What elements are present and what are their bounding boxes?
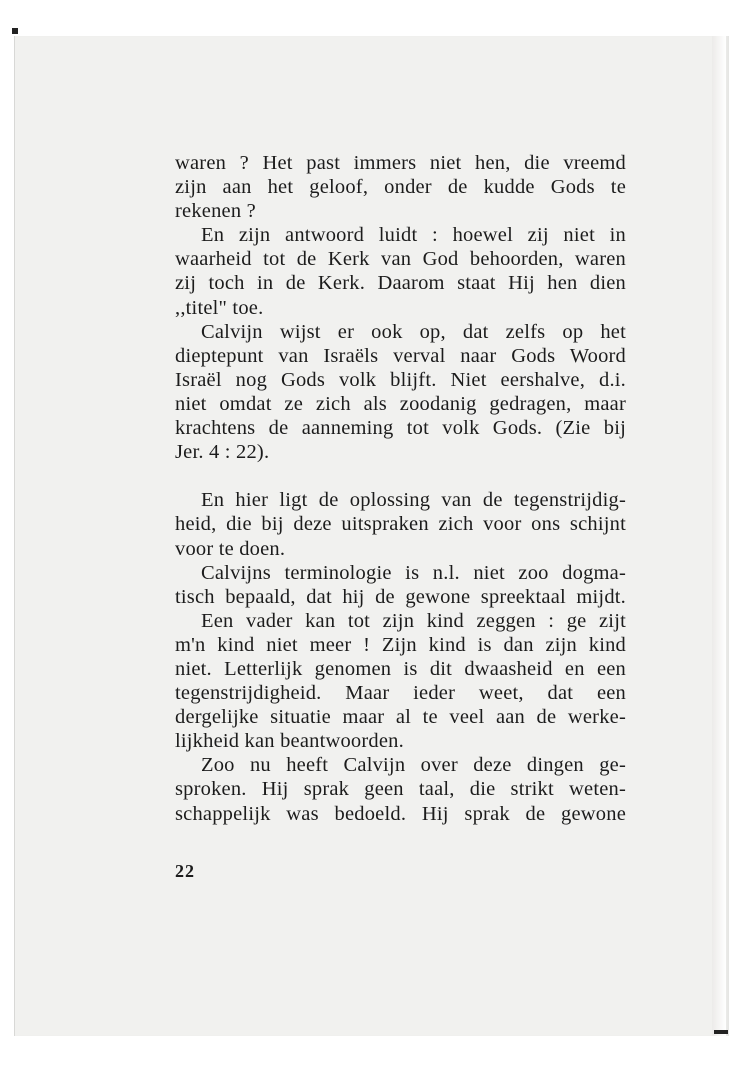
text-line: Israël nog Gods volk blijft. Niet eershalve, d.i. — [175, 368, 626, 391]
text-line: sproken. Hij sprak geen taal, die strikt weten- — [175, 778, 626, 801]
text-line: waren ? Het past immers niet hen, die vreemd — [175, 152, 626, 174]
text-line: niet. Letterlijk genomen is dit dwaasheid en een — [175, 657, 626, 680]
paragraph-gap — [175, 464, 626, 488]
text-line: Calvijn wijst er ook op, dat zelfs op het — [201, 320, 626, 343]
scan-mark-bottom — [714, 1030, 728, 1034]
text-line: zijn aan het geloof, onder de kudde Gods te — [175, 176, 626, 199]
text-line: waarheid tot de Kerk van God behoorden, waren — [175, 248, 626, 271]
text-line: krachtens de aanneming tot volk Gods. (Zie bij — [175, 417, 626, 440]
text-line: Calvijns terminologie is n.l. niet zoo dogma- — [201, 561, 626, 584]
text-line: En zijn antwoord luidt : hoewel zij niet in — [201, 224, 626, 247]
text-line: Jer. 4 : 22). — [175, 441, 270, 464]
page-edge — [712, 36, 726, 1036]
text-line: dergelijke situatie maar al te veel aan de werke- — [175, 706, 626, 729]
text-line: tisch bepaald, dat hij de gewone spreektaal mijdt. — [175, 585, 626, 608]
text-line: zij toch in de Kerk. Daarom staat Hij hen dien — [175, 272, 626, 295]
text-line: ,,titel" toe. — [175, 296, 264, 319]
text-line: lijkheid kan beantwoorden. — [175, 730, 404, 753]
body-text — [175, 151, 626, 826]
text-line: niet omdat ze zich als zoodanig gedragen, maar — [175, 392, 626, 415]
text-line: heid, die bij deze uitspraken zich voor ons schijnt — [175, 513, 626, 536]
text-line: dieptepunt van Israëls verval naar Gods Woord — [175, 344, 626, 367]
text-line: schappelijk was bedoeld. Hij sprak de gewone — [175, 802, 626, 825]
page-number: 22 — [175, 861, 195, 881]
text-line: m'n kind niet meer ! Zijn kind is dan zijn kind — [175, 633, 626, 656]
text-line: Zoo nu heeft Calvijn over deze dingen ge- — [201, 754, 626, 777]
text-line: tegenstrijdigheid. Maar ieder weet, dat een — [175, 682, 626, 705]
text-line: Een vader kan tot zijn kind zeggen : ge zijt — [201, 609, 626, 632]
text-line: rekenen ? — [175, 200, 256, 223]
text-line: voor te doen. — [175, 537, 286, 560]
text-line: En hier ligt de oplossing van de tegenstrijdig- — [201, 489, 626, 512]
scan-mark-top — [12, 28, 18, 34]
